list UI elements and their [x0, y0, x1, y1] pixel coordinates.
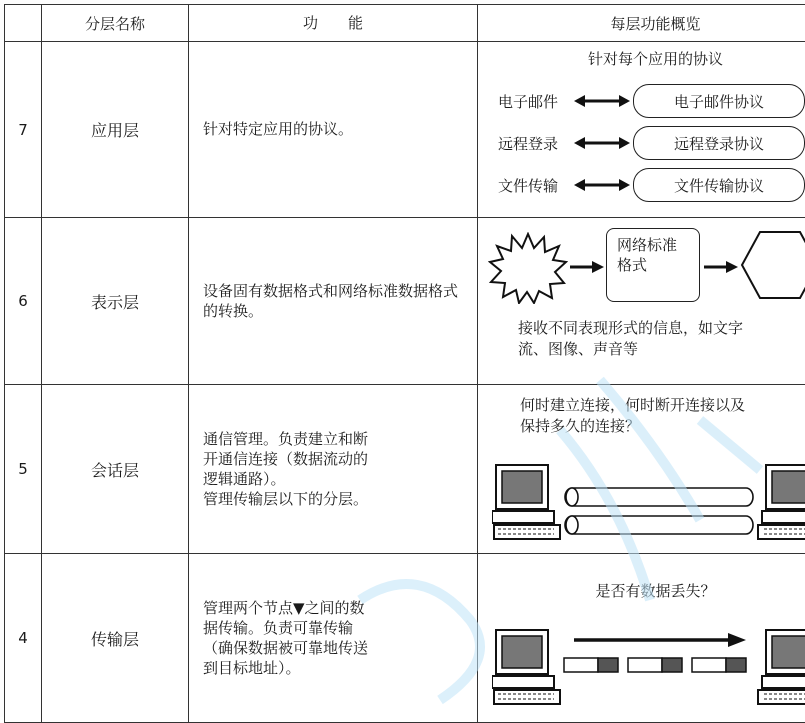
caption-line: 接收不同表现形式的信息，如文字	[518, 318, 743, 339]
layer-function	[189, 385, 478, 554]
layer-number: 7	[5, 42, 42, 218]
layer-name: 会话层	[42, 385, 189, 554]
header-layer-name: 分层名称	[42, 5, 189, 42]
protocol-row	[498, 168, 572, 202]
data-flow-arrow-icon	[574, 632, 746, 648]
arrow-right-icon	[704, 260, 738, 274]
table-header-row	[5, 5, 805, 42]
hexagon-icon	[740, 230, 805, 300]
application-label: 电子邮件	[498, 91, 572, 112]
double-arrow-icon	[574, 94, 630, 108]
caption-line: 流、图像、声音等	[518, 339, 743, 360]
box-label-line: 网络标准	[607, 229, 699, 255]
computer-icon	[756, 628, 805, 708]
layer-function: 设备固有数据格式和网络标准数据格式的转换。	[189, 218, 478, 385]
function-line: 开通信连接（数据流动的	[203, 449, 463, 469]
function-line: 管理两个节点▼之间的数	[203, 598, 463, 618]
osi-layer-table	[4, 4, 805, 723]
layer-overview-session	[478, 385, 805, 554]
layer-name: 传输层	[42, 554, 189, 723]
overview-title: 针对每个应用的协议	[478, 48, 805, 69]
transport-caption: 是否有数据丢失？	[478, 580, 805, 601]
box-label-line: 格式	[607, 255, 699, 275]
presentation-caption	[518, 318, 743, 360]
layer-function	[189, 554, 478, 723]
layer-overview-presentation	[478, 218, 805, 385]
header-function: 功 能	[189, 5, 478, 42]
computer-icon	[492, 628, 562, 708]
layer-name: 表示层	[42, 218, 189, 385]
protocol-box: 电子邮件协议	[633, 84, 805, 118]
network-standard-format-box	[606, 228, 700, 302]
caption-line: 何时建立连接，何时断开连接以及	[520, 395, 745, 416]
function-line: 通信管理。负责建立和断	[203, 429, 463, 449]
function-line: 逻辑通路）。	[203, 469, 463, 489]
caption-line: 保持多久的连接？	[520, 416, 745, 437]
header-overview: 每层功能概览	[478, 5, 805, 42]
arrow-right-icon	[570, 260, 604, 274]
header-number-cell	[5, 5, 42, 42]
layer-overview-application	[478, 42, 805, 218]
starburst-icon	[488, 232, 568, 304]
function-line: 据传输。负责可靠传输	[203, 618, 463, 638]
layer-number: 4	[5, 554, 42, 723]
function-line: （确保数据被可靠地传送	[203, 638, 463, 658]
data-packets-icon	[562, 656, 752, 676]
protocol-row	[498, 84, 572, 118]
application-label: 文件传输	[498, 175, 572, 196]
layer-function: 针对特定应用的协议。	[189, 42, 478, 218]
double-arrow-icon	[574, 178, 630, 192]
computer-icon	[756, 463, 805, 543]
double-arrow-icon	[574, 136, 630, 150]
logical-channels-icon	[564, 485, 754, 539]
computer-icon	[492, 463, 562, 543]
protocol-box: 文件传输协议	[633, 168, 805, 202]
layer-number: 6	[5, 218, 42, 385]
layer-number: 5	[5, 385, 42, 554]
application-label: 远程登录	[498, 133, 572, 154]
protocol-row	[498, 126, 572, 160]
layer-name: 应用层	[42, 42, 189, 218]
function-line: 到目标地址）。	[203, 658, 463, 678]
function-line: 管理传输层以下的分层。	[203, 489, 463, 509]
protocol-box: 远程登录协议	[633, 126, 805, 160]
layer-overview-transport	[478, 554, 805, 723]
table-row-application	[5, 42, 805, 218]
table-row-session	[5, 385, 805, 554]
table-row-transport	[5, 554, 805, 723]
session-caption	[520, 395, 745, 437]
table-row-presentation	[5, 218, 805, 385]
